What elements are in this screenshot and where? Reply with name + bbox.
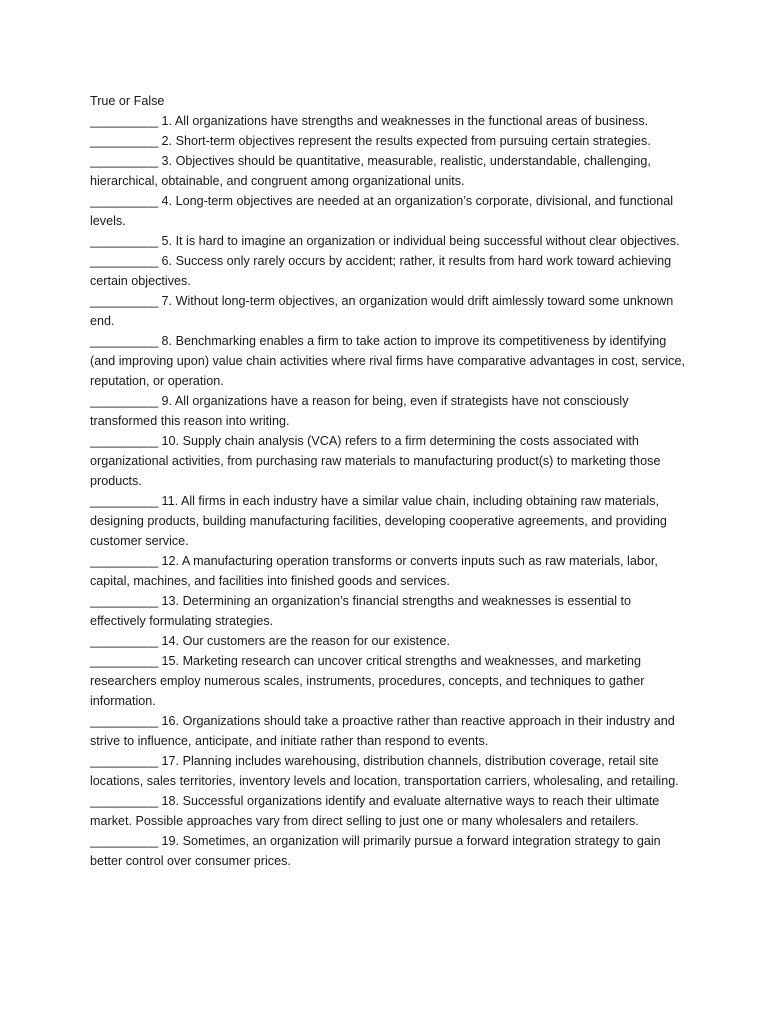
question-number: 9. bbox=[161, 394, 173, 408]
question-item bbox=[90, 231, 688, 251]
question-text: Without long-term objectives, an organization would drift aimlessly toward some unknown end. bbox=[90, 294, 674, 328]
question-text: Sometimes, an organization will primarily pursue a forward integration strategy to gain better control over consumer prices. bbox=[90, 834, 661, 868]
question-number: 4. bbox=[161, 194, 173, 208]
question-text: Organizations should take a proactive rather than reactive approach in their industry and strive to influence, anticipate, and initiate rather than respond to events. bbox=[90, 714, 675, 748]
question-number: 13. bbox=[161, 594, 180, 608]
question-text: All organizations have strengths and weaknesses in the functional areas of business. bbox=[174, 114, 649, 128]
question-text: All organizations have a reason for being, even if strategists have not consciously transformed this reason into writing. bbox=[90, 394, 629, 428]
answer-blank: __________ bbox=[90, 754, 159, 768]
question-number: 14. bbox=[161, 634, 180, 648]
question-text: Determining an organization’s financial strengths and weaknesses is essential to effectively formulating strategies. bbox=[90, 594, 632, 628]
question-item bbox=[90, 431, 688, 491]
question-item bbox=[90, 191, 688, 231]
question-item bbox=[90, 491, 688, 551]
question-number: 12. bbox=[161, 554, 180, 568]
question-number: 17. bbox=[161, 754, 180, 768]
answer-blank: __________ bbox=[90, 294, 159, 308]
question-text: Successful organizations identify and evaluate alternative ways to reach their ultimate market. Possible approaches vary from direct selling to just one or many wholesalers and retailers. bbox=[90, 794, 660, 828]
question-item bbox=[90, 291, 688, 331]
question-item bbox=[90, 651, 688, 711]
question-number: 10. bbox=[161, 434, 180, 448]
question-text: Short-term objectives represent the results expected from pursuing certain strategies. bbox=[175, 134, 651, 148]
question-item bbox=[90, 591, 688, 631]
answer-blank: __________ bbox=[90, 114, 159, 128]
question-number: 7. bbox=[161, 294, 173, 308]
answer-blank: __________ bbox=[90, 334, 159, 348]
question-item bbox=[90, 251, 688, 291]
question-text: Supply chain analysis (VCA) refers to a firm determining the costs associated with organizational activities, from purchasing raw materials to manufacturing product(s) to marketing those products. bbox=[90, 434, 661, 488]
answer-blank: __________ bbox=[90, 554, 159, 568]
question-number: 2. bbox=[161, 134, 173, 148]
question-number: 15. bbox=[161, 654, 180, 668]
question-number: 19. bbox=[161, 834, 180, 848]
question-number: 18. bbox=[161, 794, 180, 808]
answer-blank: __________ bbox=[90, 834, 159, 848]
answer-blank: __________ bbox=[90, 594, 159, 608]
answer-blank: __________ bbox=[90, 634, 159, 648]
question-text: A manufacturing operation transforms or converts inputs such as raw materials, labor, capital, machines, and facilities into finished goods and services. bbox=[90, 554, 658, 588]
question-item bbox=[90, 711, 688, 751]
answer-blank: __________ bbox=[90, 794, 159, 808]
question-text: Our customers are the reason for our existence. bbox=[182, 634, 450, 648]
question-item bbox=[90, 631, 688, 651]
answer-blank: __________ bbox=[90, 134, 159, 148]
document-heading: True or False bbox=[90, 94, 165, 108]
answer-blank: __________ bbox=[90, 494, 159, 508]
answer-blank: __________ bbox=[90, 234, 159, 248]
question-item bbox=[90, 551, 688, 591]
question-text: Marketing research can uncover critical strengths and weaknesses, and marketing researchers employ numerous scales, instruments, procedures, concepts, and techniques to gather information. bbox=[90, 654, 645, 708]
question-item bbox=[90, 131, 688, 151]
question-text: It is hard to imagine an organization or individual being successful without clear objectives. bbox=[175, 234, 680, 248]
answer-blank: __________ bbox=[90, 254, 159, 268]
answer-blank: __________ bbox=[90, 654, 159, 668]
question-number: 3. bbox=[161, 154, 173, 168]
question-item bbox=[90, 831, 688, 871]
question-text: All firms in each industry have a similar value chain, including obtaining raw materials, designing products, building manufacturing facilities, developing cooperative agreements, and providing customer service. bbox=[90, 494, 667, 548]
answer-blank: __________ bbox=[90, 194, 159, 208]
answer-blank: __________ bbox=[90, 434, 159, 448]
question-list bbox=[90, 111, 688, 871]
question-item bbox=[90, 391, 688, 431]
question-number: 6. bbox=[161, 254, 173, 268]
question-item bbox=[90, 111, 688, 131]
question-number: 1. bbox=[161, 114, 173, 128]
question-number: 16. bbox=[161, 714, 180, 728]
question-number: 11. bbox=[161, 494, 179, 508]
question-text: Planning includes warehousing, distribution channels, distribution coverage, retail site locations, sales territories, inventory levels and location, transportation carriers, wholesaling, and retailing. bbox=[90, 754, 679, 788]
question-item bbox=[90, 751, 688, 791]
question-item bbox=[90, 331, 688, 391]
answer-blank: __________ bbox=[90, 714, 159, 728]
question-item bbox=[90, 791, 688, 831]
question-text: Long-term objectives are needed at an organization’s corporate, divisional, and functional levels. bbox=[90, 194, 674, 228]
answer-blank: __________ bbox=[90, 394, 159, 408]
question-text: Benchmarking enables a firm to take action to improve its competitiveness by identifying (and improving upon) value chain activities where rival firms have comparative advantages in cost, service, reputation, or operation. bbox=[90, 334, 685, 388]
document-page bbox=[90, 91, 688, 871]
question-number: 5. bbox=[161, 234, 173, 248]
question-item bbox=[90, 151, 688, 191]
question-number: 8. bbox=[161, 334, 173, 348]
question-text: Objectives should be quantitative, measurable, realistic, understandable, challenging, hierarchical, obtainable, and congruent among organizational units. bbox=[90, 154, 651, 188]
question-text: Success only rarely occurs by accident; rather, it results from hard work toward achieving certain objectives. bbox=[90, 254, 672, 288]
answer-blank: __________ bbox=[90, 154, 159, 168]
